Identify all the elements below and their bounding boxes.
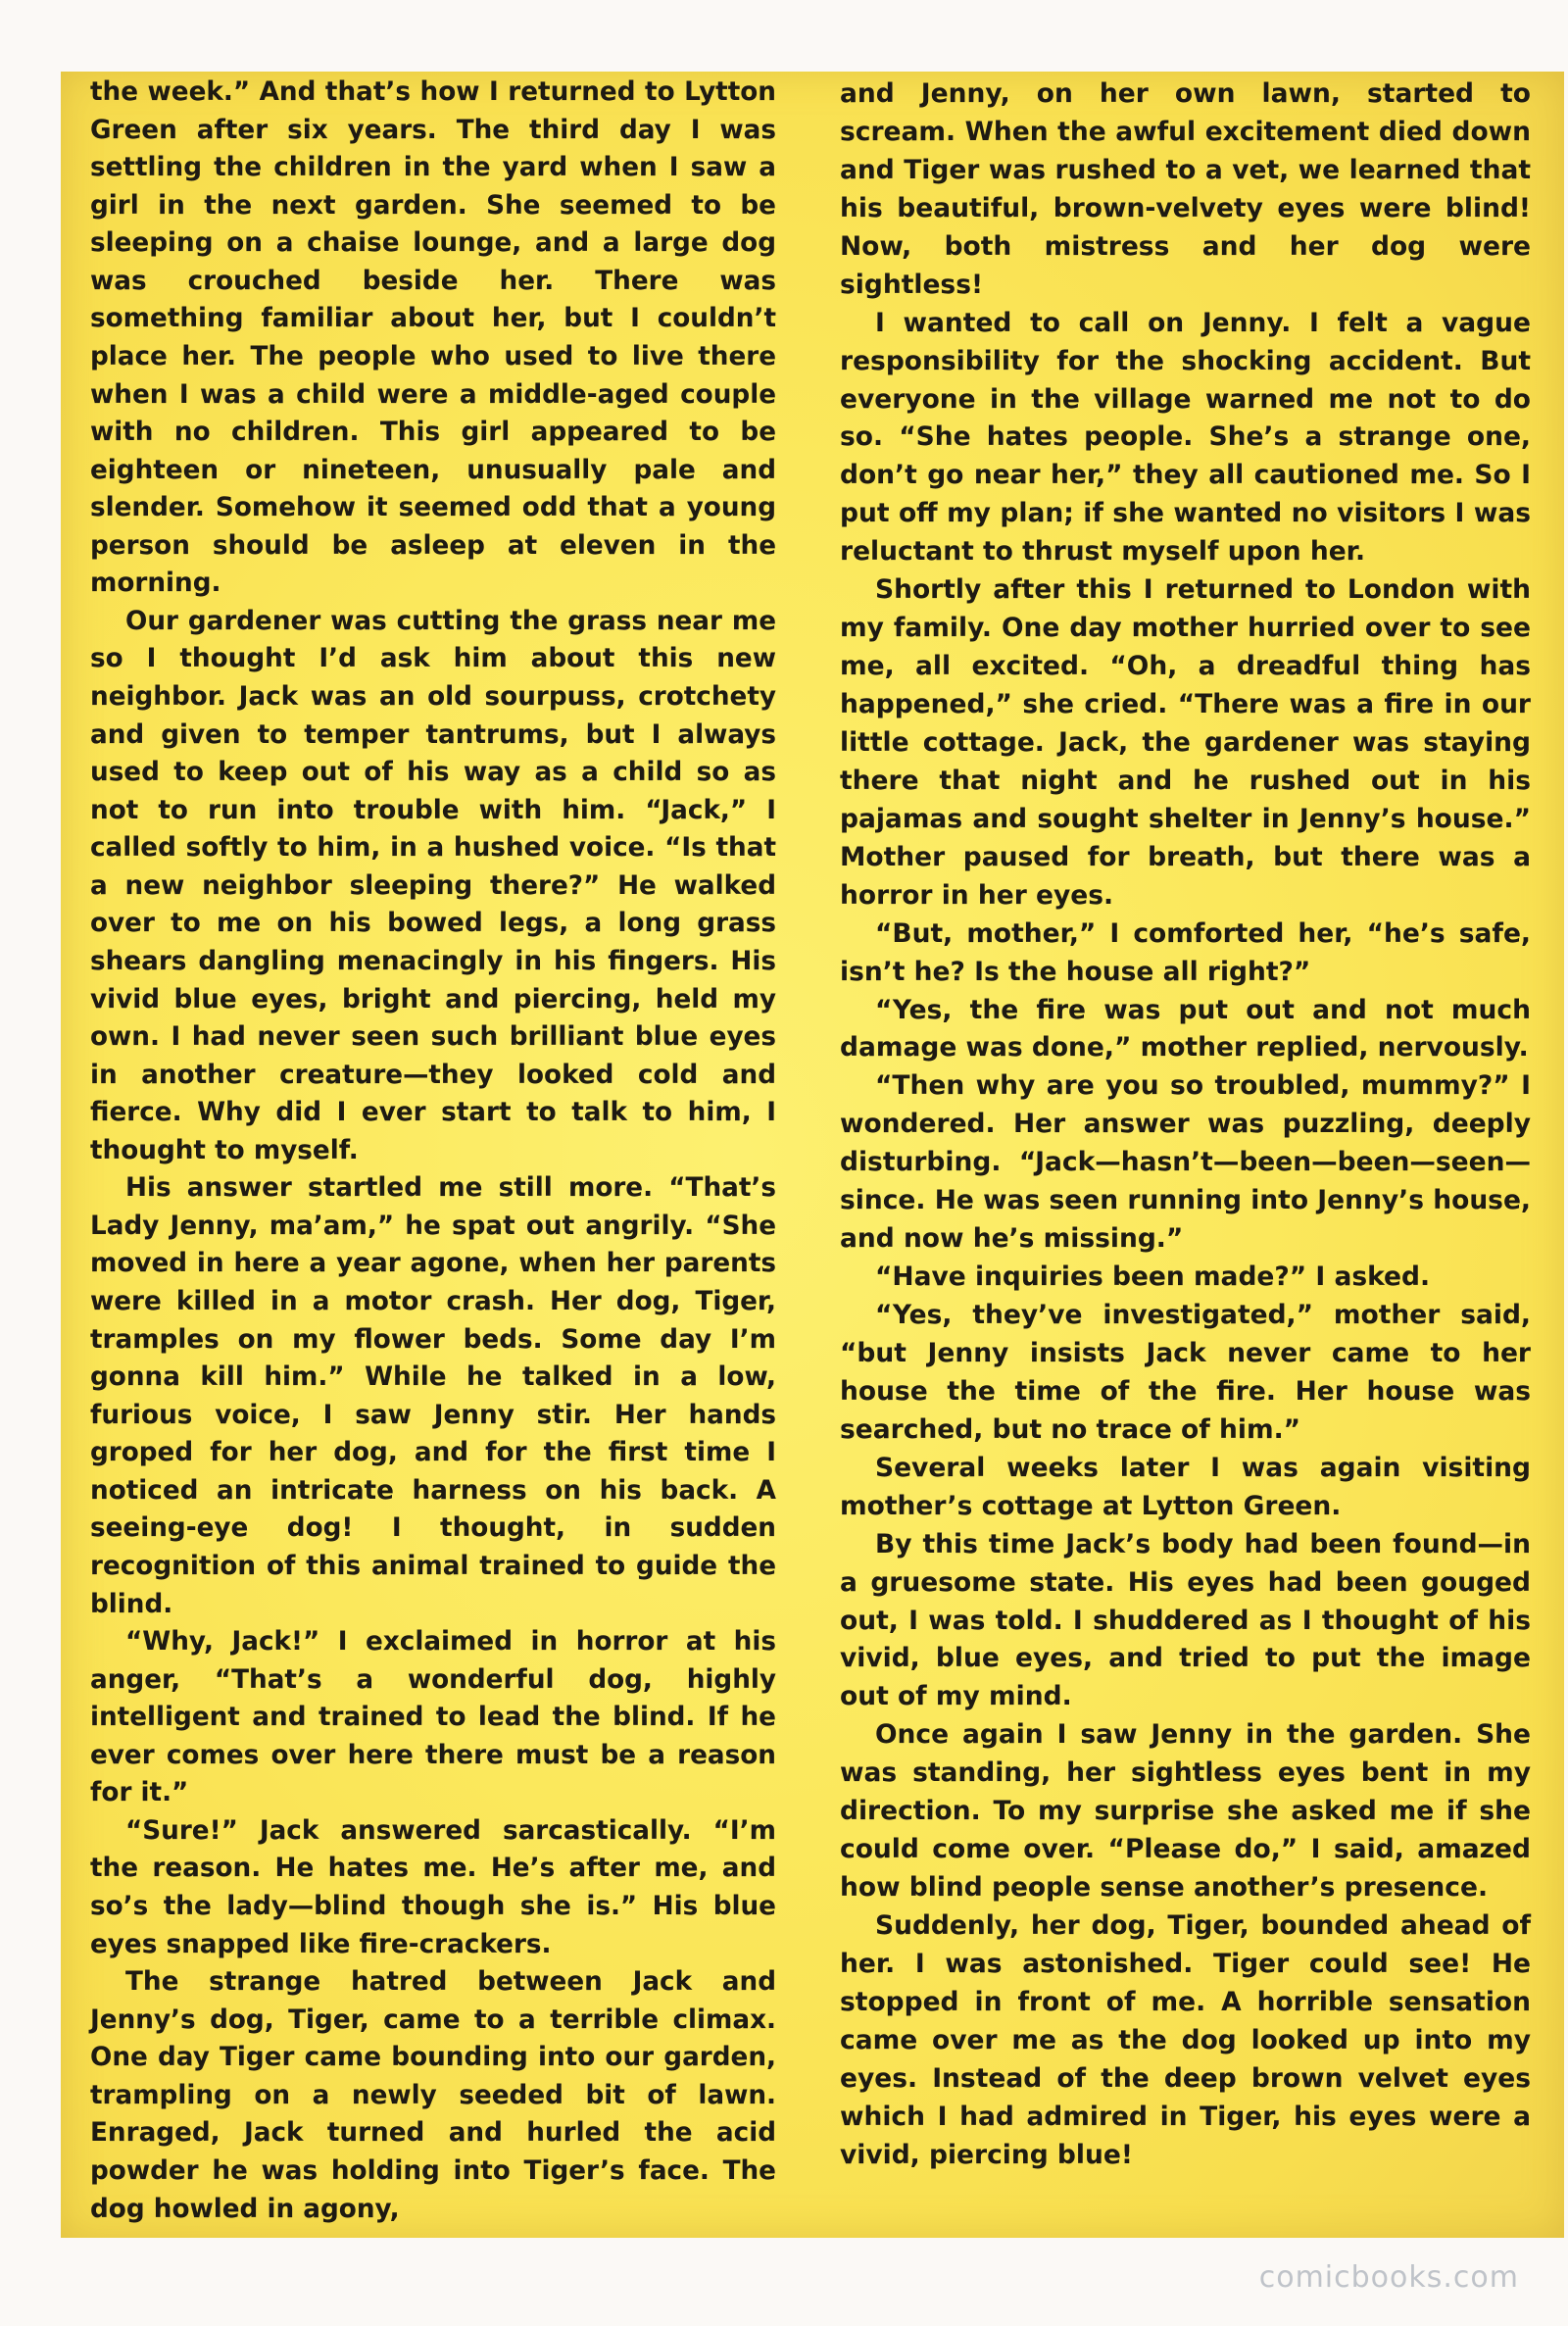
story-paragraph: Suddenly, her dog, Tiger, bounded ahead of her. I was astonished. Tiger could see! He stopped in front of me. A horrible sensation came over me as the dog looked up into my eyes. Instead of the deep brown velvet eyes which I had admired in Tiger, his eyes were a vivid, piercing blue! <box>840 1910 1531 2170</box>
story-paragraph: and Jenny, on her own lawn, started to scream. When the awful excitement died down and Tiger was rushed to a vet, we learned that his beautiful, brown-velvety eyes were blind! Now, both mistress and her dog were sightless! <box>840 78 1531 300</box>
story-paragraph: “Yes, they’ve investigated,” mother said, “but Jenny insists Jack never came to her house the time of the fire. Her house was searched, but no trace of him.” <box>840 1300 1531 1445</box>
left-text-column <box>90 72 776 2228</box>
story-paragraph: “Have inquiries been made?” I asked. <box>875 1262 1431 1293</box>
story-paragraph: The strange hatred between Jack and Jenny’s dog, Tiger, came to a terrible climax. One day Tiger came bounding into our garden, trampling on a newly seeded bit of lawn. Enraged, Jack turned and hurled the acid powder he was holding into Tiger’s face. The dog howled in agony, <box>90 1967 776 2224</box>
story-paragraph: “But, mother,” I comforted her, “he’s safe, isn’t he? Is the house all right?” <box>840 917 1531 987</box>
story-paragraph: the week.” And that’s how I returned to Lytton Green after six years. The third day I was settling the children in the yard when I saw a girl in the next garden. She seemed to be sleeping on a chaise lounge, and a large dog was crouched beside her. There was something familiar about her, but I couldn’t place her. The people who used to live there when I was a child were a middle-aged couple with no children. This girl appeared to be eighteen or nineteen, unusually pale and slender. Somehow it seemed odd that a young person should be asleep at eleven in the morning. <box>90 77 776 599</box>
story-paragraph: Shortly after this I returned to London with my family. One day mother hurried over to see me, all excited. “Oh, a dreadful thing has happened,” she cried. “There was a fire in our little cottage. Jack, the gardener was staying there that night and he rushed out in his pajamas and sought shelter in Jenny’s house.” Mother paused for breath, but there was a horror in her eyes. <box>840 574 1531 911</box>
story-paragraph: “Sure!” Jack answered sarcastically. “I’m the reason. He hates me. He’s after me, and so’s the lady—blind though she is.” His blue eyes snapped like fire-crackers. <box>90 1815 776 1959</box>
story-paragraph: “Yes, the fire was put out and not much damage was done,” mother replied, nervously. <box>840 994 1531 1064</box>
story-paragraph: His answer startled me still more. “That’s Lady Jenny, ma’am,” he spat out angrily. “She moved in here a year agone, when her parents were killed in a motor crash. Her dog, Tiger, tramples on my flower beds. Some day I’m gonna kill him.” While he talked in a low, furious voice, I saw Jenny stir. Her hands groped for her dog, and for the first time I noticed an intricate harness on his back. A seeing-eye dog! I thought, in sudden recognition of this animal trained to guide the blind. <box>90 1173 776 1619</box>
story-paragraph: Our gardener was cutting the grass near me so I thought I’d ask him about this new neighbor. Jack was an old sourpuss, crotchety and given to temper tantrums, but I always used to keep out of his way as a child so as not to run into trouble with him. “Jack,” I called softly to him, in a hushed voice. “Is that a new neighbor sleeping there?” He walked over to me on his bowed legs, a long grass shears dangling menacingly in his fingers. His vivid blue eyes, bright and piercing, held my own. I had never seen such brilliant blue eyes in another creature—they looked cold and fierce. Why did I ever start to talk to him, I thought to myself. <box>90 606 776 1165</box>
watermark-text: comicbooks.com <box>1258 2260 1519 2295</box>
story-page <box>61 72 1564 2238</box>
story-paragraph: By this time Jack’s body had been found—in a gruesome state. His eyes had been gouged out, I was told. I shuddered as I thought of his vivid, blue eyes, and tried to put the image out of my mind. <box>840 1528 1531 1712</box>
story-paragraph: I wanted to call on Jenny. I felt a vague responsibility for the shocking accident. But everyone in the village warned me not to do so. “She hates people. She’s a strange one, don’t go near her,” they all cautioned me. So I put off my plan; if she wanted no visitors I was reluctant to thrust myself upon her. <box>840 307 1531 568</box>
story-paragraph: “Why, Jack!” I exclaimed in horror at his anger, “That’s a wonderful dog, highly intelligent and trained to lead the blind. If he ever comes over here there must be a reason for it.” <box>90 1627 776 1808</box>
story-paragraph: “Then why are you so troubled, mummy?” I wondered. Her answer was puzzling, deeply disturbing. “Jack—hasn’t—been—been—seen—since. He was seen running into Jenny’s house, and now he’s missing.” <box>840 1070 1531 1255</box>
story-paragraph: Several weeks later I was again visiting mother’s cottage at Lytton Green. <box>840 1452 1531 1521</box>
right-text-column <box>840 72 1531 2175</box>
story-paragraph: Once again I saw Jenny in the garden. She was standing, her sightless eyes bent in my direction. To my surprise she asked me if she could come over. “Please do,” I said, amazed how blind people sense another’s presence. <box>840 1719 1531 1904</box>
